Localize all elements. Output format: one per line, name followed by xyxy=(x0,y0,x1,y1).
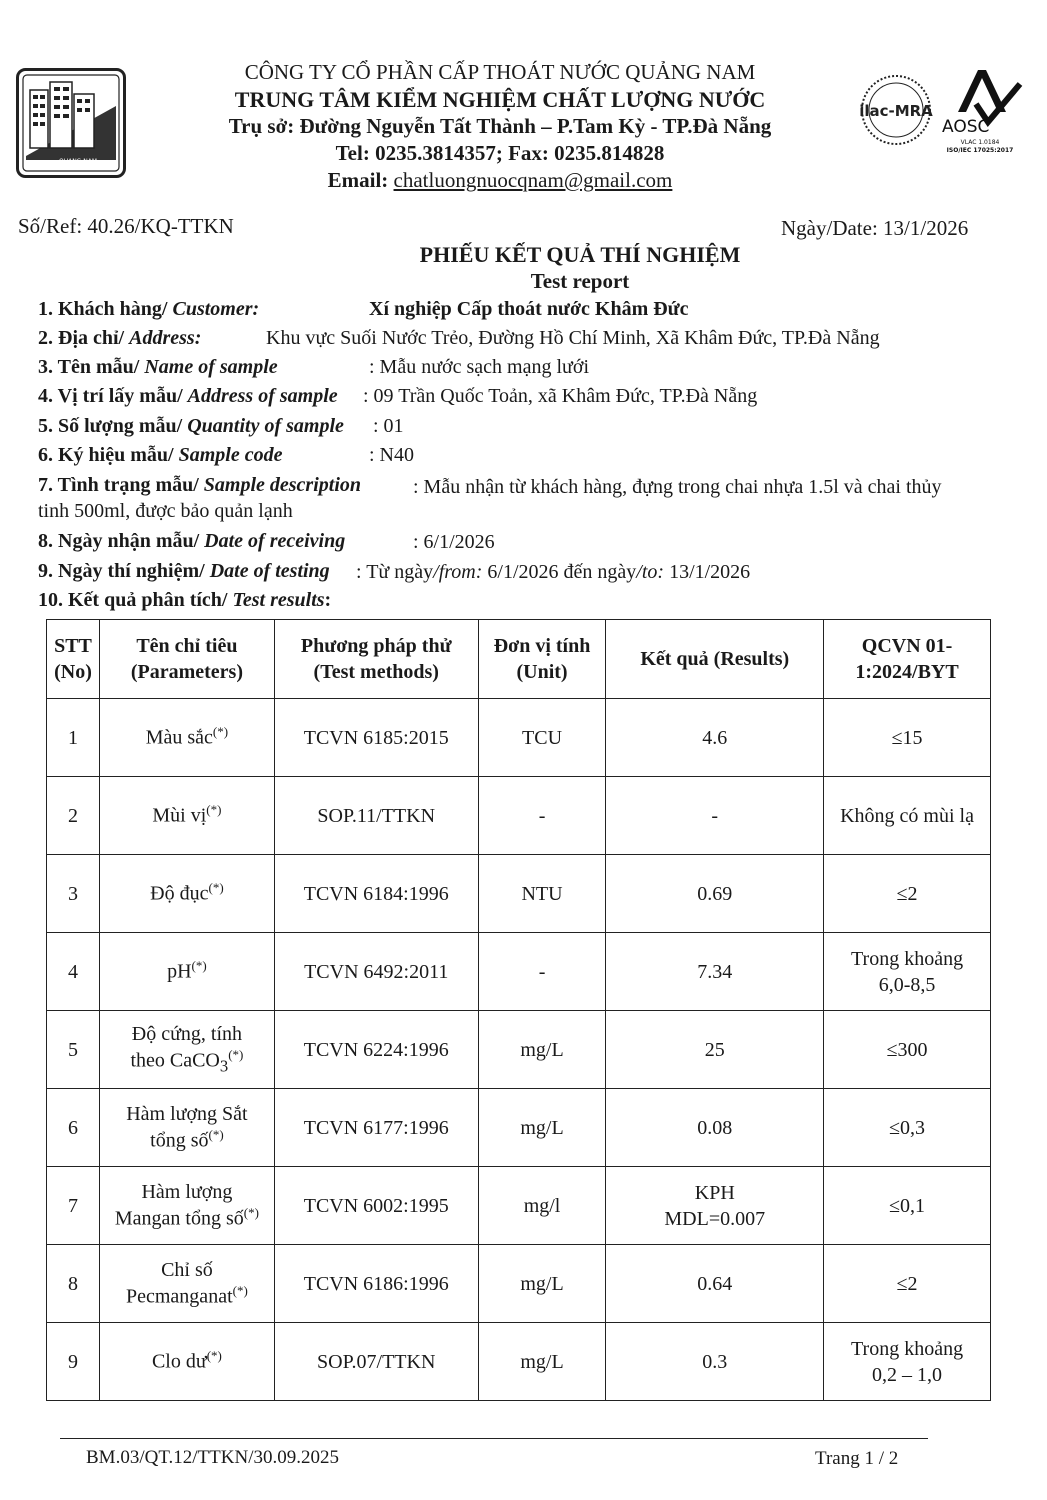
center-name: TRUNG TÂM KIỂM NGHIỆM CHẤT LƯỢNG NƯỚC xyxy=(234,87,766,112)
row-result: 7.34 xyxy=(606,933,824,1011)
accreditation-logos xyxy=(858,64,1028,159)
row-result: 0.3 xyxy=(606,1323,824,1401)
row-parameter: Chỉ số Pecmanganat(*) xyxy=(99,1245,274,1323)
table-row xyxy=(47,1167,991,1245)
email-label: Email: xyxy=(327,168,394,192)
company-logo xyxy=(16,68,126,178)
row-parameter: Độ đục(*) xyxy=(99,855,274,933)
center-email xyxy=(150,168,850,193)
row-method: TCVN 6186:1996 xyxy=(274,1245,478,1323)
sample-name-label: 3. Tên mẫu/ Name of sample xyxy=(38,356,278,378)
row-standard: ≤2 xyxy=(824,855,991,933)
date-receiving-label: 8. Ngày nhận mẫu/ Date of receiving xyxy=(38,530,346,552)
table-row xyxy=(47,777,991,855)
row-parameter: Hàm lượng Sắt tổng số(*) xyxy=(99,1089,274,1167)
row-unit: TCU xyxy=(478,699,606,777)
col-results: Kết quả (Results) xyxy=(606,620,824,699)
row-parameter: pH(*) xyxy=(99,933,274,1011)
row-no: 7 xyxy=(47,1167,100,1245)
sample-description-value: : Mẫu nhận từ khách hàng, đựng trong chai nhựa 1.5l và chai thủy xyxy=(413,476,942,498)
row-unit: - xyxy=(478,933,606,1011)
date-testing-label: 9. Ngày thí nghiệm/ Date of testing xyxy=(38,560,330,582)
address-label: 2. Địa chỉ/ Address: xyxy=(38,327,202,349)
row-result: 0.69 xyxy=(606,855,824,933)
row-unit: mg/L xyxy=(478,1011,606,1089)
table-row xyxy=(47,1089,991,1167)
row-unit: mg/L xyxy=(478,1323,606,1401)
row-standard: Không có mùi lạ xyxy=(824,777,991,855)
email-link[interactable]: chatluongnuocqnam@gmail.com xyxy=(393,168,673,192)
building-logo-icon xyxy=(16,68,126,178)
customer-value: Xí nghiệp Cấp thoát nước Khâm Đức xyxy=(369,298,689,320)
table-row xyxy=(47,1323,991,1401)
row-result: 4.6 xyxy=(606,699,824,777)
svg-text:ISO/IEC 17025:2017: ISO/IEC 17025:2017 xyxy=(946,147,1014,154)
footer-divider xyxy=(60,1438,928,1439)
sample-description-label: 7. Tình trạng mẫu/ Sample description xyxy=(38,474,362,496)
sample-location-value: : 09 Trần Quốc Toản, xã Khâm Đức, TP.Đà Nẵng xyxy=(363,385,758,407)
row-no: 9 xyxy=(47,1323,100,1401)
report-date: Ngày/Date: 13/1/2026 xyxy=(781,216,969,240)
row-standard: ≤15 xyxy=(824,699,991,777)
address-value: Khu vực Suối Nước Trẻo, Đường Hồ Chí Minh, Xã Khâm Đức, TP.Đà Nẵng xyxy=(266,327,880,349)
col-no: STT (No) xyxy=(47,620,100,699)
col-parameters: Tên chỉ tiêu (Parameters) xyxy=(99,620,274,699)
row-parameter: Clo dư(*) xyxy=(99,1323,274,1401)
report-subtitle: Test report xyxy=(530,269,630,293)
row-result: 0.08 xyxy=(606,1089,824,1167)
row-no: 6 xyxy=(47,1089,100,1167)
row-standard: ≤0,1 xyxy=(824,1167,991,1245)
svg-text:WASUCO: WASUCO xyxy=(66,166,90,172)
sample-quantity-value: : 01 xyxy=(373,415,404,437)
row-no: 8 xyxy=(47,1245,100,1323)
test-results-label: 10. Kết quả phân tích/ Test results: xyxy=(38,589,332,611)
row-method: TCVN 6184:1996 xyxy=(274,855,478,933)
row-result: 0.64 xyxy=(606,1245,824,1323)
report-title: PHIẾU KẾT QUẢ THÍ NGHIỆM xyxy=(419,242,741,267)
results-table xyxy=(46,619,991,1401)
row-method: TCVN 6224:1996 xyxy=(274,1011,478,1089)
table-row xyxy=(47,855,991,933)
sample-quantity-label: 5. Số lượng mẫu/ Quantity of sample xyxy=(38,415,344,437)
col-standard: QCVN 01- 1:2024/BYT xyxy=(824,620,991,699)
svg-text:ilac-MRA: ilac-MRA xyxy=(859,102,933,120)
sample-code-label: 6. Ký hiệu mẫu/ Sample code xyxy=(38,444,283,466)
row-method: TCVN 6185:2015 xyxy=(274,699,478,777)
col-unit: Đơn vị tính (Unit) xyxy=(478,620,606,699)
table-row xyxy=(47,1011,991,1089)
row-no: 1 xyxy=(47,699,100,777)
sample-code-value: : N40 xyxy=(369,444,414,466)
reference-number: Số/Ref: 40.26/KQ-TTKN xyxy=(18,214,234,238)
row-no: 4 xyxy=(47,933,100,1011)
date-receiving-value: : 6/1/2026 xyxy=(413,531,495,553)
svg-text:VLAC 1.0184: VLAC 1.0184 xyxy=(960,139,1000,146)
row-method: TCVN 6002:1995 xyxy=(274,1167,478,1245)
table-row xyxy=(47,699,991,777)
row-method: SOP.07/TTKN xyxy=(274,1323,478,1401)
row-standard: ≤300 xyxy=(824,1011,991,1089)
row-parameter: Hàm lượng Mangan tổng số(*) xyxy=(99,1167,274,1245)
svg-text:QUANG NAM: QUANG NAM xyxy=(58,158,98,165)
sample-description-value-cont: tinh 500ml, được bảo quản lạnh xyxy=(38,500,293,522)
row-method: TCVN 6492:2011 xyxy=(274,933,478,1011)
row-parameter: Mùi vị(*) xyxy=(99,777,274,855)
date-testing-value: : Từ ngày/from: 6/1/2026 đến ngày/to: 13/1/2026 xyxy=(356,561,751,583)
row-method: SOP.11/TTKN xyxy=(274,777,478,855)
col-methods: Phương pháp thử (Test methods) xyxy=(274,620,478,699)
center-contact: Tel: 0235.3814357; Fax: 0235.814828 xyxy=(335,141,665,165)
ilac-aosc-logo-icon xyxy=(858,64,1028,159)
table-row xyxy=(47,933,991,1011)
row-method: TCVN 6177:1996 xyxy=(274,1089,478,1167)
row-standard: Trong khoảng 6,0-8,5 xyxy=(824,933,991,1011)
row-parameter: Màu sắc(*) xyxy=(99,699,274,777)
sample-location-label: 4. Vị trí lấy mẫu/ Address of sample xyxy=(38,385,338,407)
row-no: 3 xyxy=(47,855,100,933)
row-parameter: Độ cứng, tính theo CaCO$_3$(*) xyxy=(99,1011,274,1089)
row-result: - xyxy=(606,777,824,855)
table-row xyxy=(47,1245,991,1323)
row-unit: mg/L xyxy=(478,1089,606,1167)
row-unit: mg/L xyxy=(478,1245,606,1323)
center-address: Trụ sở: Đường Nguyễn Tất Thành – P.Tam Kỳ - TP.Đà Nẵng xyxy=(228,114,772,138)
row-standard: Trong khoảng 0,2 – 1,0 xyxy=(824,1323,991,1401)
row-result: 25 xyxy=(606,1011,824,1089)
row-standard: ≤0,3 xyxy=(824,1089,991,1167)
company-name: CÔNG TY CỔ PHẦN CẤP THOÁT NƯỚC QUẢNG NAM xyxy=(244,60,756,84)
row-result: KPH MDL=0.007 xyxy=(606,1167,824,1245)
table-header-row xyxy=(47,620,991,699)
sample-name-value: : Mẫu nước sạch mạng lưới xyxy=(369,356,590,378)
row-unit: mg/l xyxy=(478,1167,606,1245)
form-code: BM.03/QT.12/TTKN/30.09.2025 xyxy=(86,1447,339,1468)
page-number: Trang 1 / 2 xyxy=(815,1448,899,1469)
row-no: 2 xyxy=(47,777,100,855)
row-no: 5 xyxy=(47,1011,100,1089)
row-unit: NTU xyxy=(478,855,606,933)
customer-label: 1. Khách hàng/ Customer: xyxy=(38,298,260,320)
row-standard: ≤2 xyxy=(824,1245,991,1323)
row-unit: - xyxy=(478,777,606,855)
svg-text:AOSC: AOSC xyxy=(942,117,990,137)
